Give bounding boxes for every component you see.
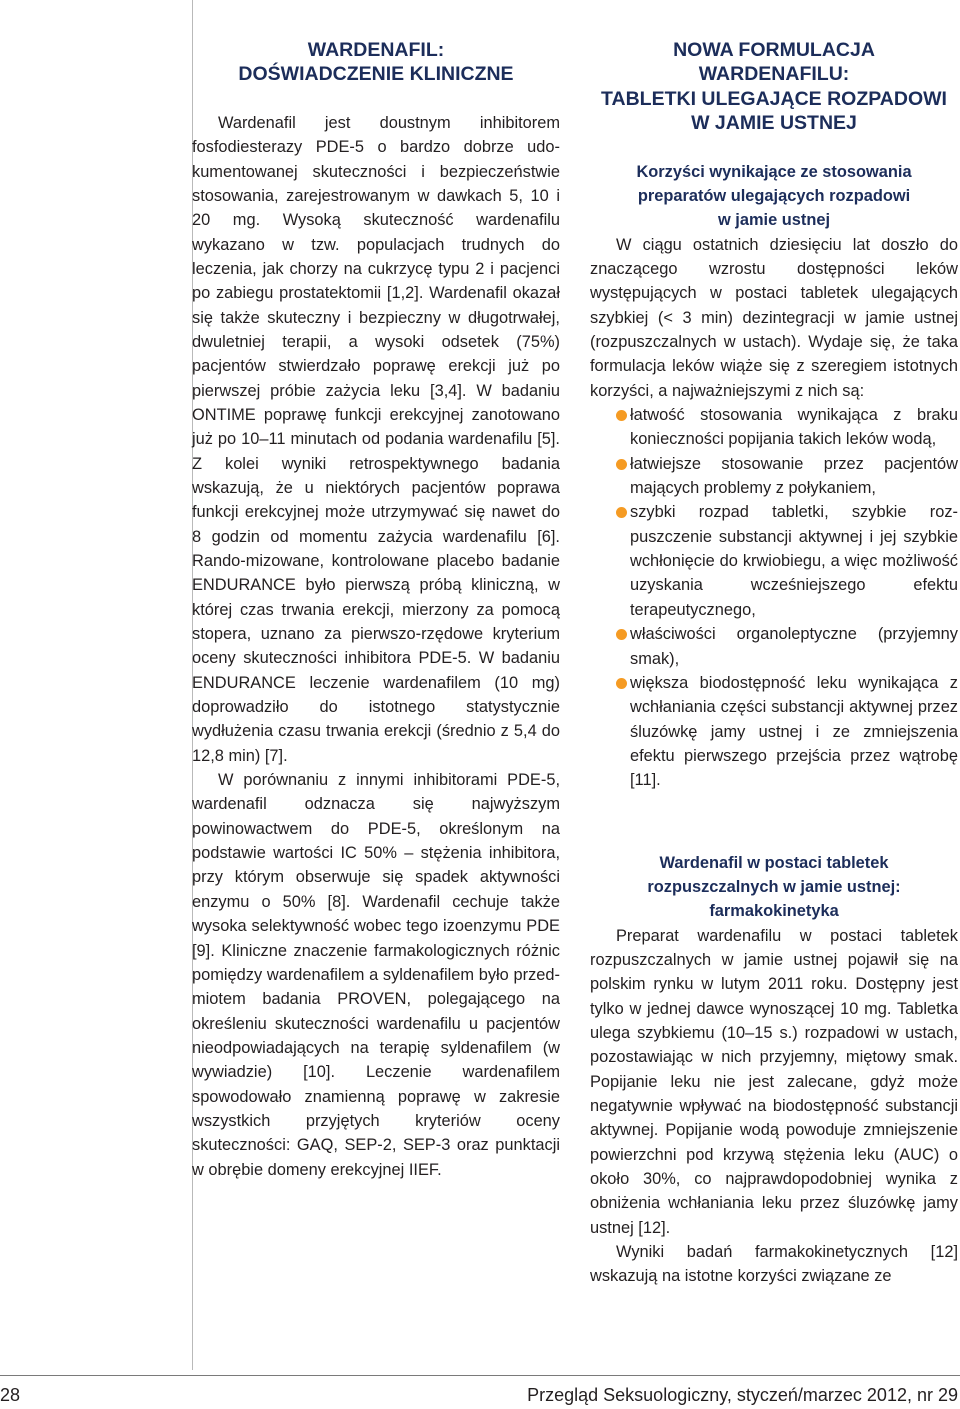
left-paragraph-1: Wardenafil jest doustnym inhibitorem fosfodiesterazy PDE-5 o bardzo dobrze udokumentowanej skuteczności i bezpieczeństwie stosowania, zarejestrowanym w dawkach 5, 10 i 20 mg. Wysoką skuteczność wardenafilu wykazano w tzw. populacjach trudnych do leczenia, jak chorzy na cukrzycę typu 2 i pacjenci po zabiegu prostatektomii [1,2]. Wardenafil okazał się także skuteczny i bezpieczny w długotrwałej, dwuletniej terapii, a wysoki odsetek (75%) pacjentów stwierdzało poprawę erekcji już po pierwszej próbie zażycia leku [3,4]. W badaniu ONTIME poprawę funkcji erekcyjnej zanotowano już po 10–11 minutach od podania wardenafilu [5]. Z kolei wyniki retrospektywnego badania wskazują, że u niektórych pacjentów poprawa funkcji erekcyjnej może utrzymywać się nawet do 8 godzin od momentu zażycia wardenafilu [6]. Rando-mizowane, kontrolowane placebo badanie ENDURANCE było pierwszą próbą kliniczną, w której czas trwania erekcji, mierzony za pomocą stopera, uznano za pierwszo-rzędowe kryterium oceny skuteczności inhibitora PDE-5. W badaniu ENDURANCE leczenie wardenafilem (10 mg) doprowadziło do istotnego statystycznie wydłużenia czasu trwania erekcji (średnio z 5,4 do 12,8 min) [7].: [192, 113, 560, 765]
subheading-line: Korzyści wynikające ze stosowania: [636, 162, 912, 181]
footer-rule: [0, 1375, 960, 1376]
right-subheading-benefits: [590, 160, 958, 233]
list-item: [630, 500, 958, 622]
bullet-dot-icon: [616, 507, 627, 518]
bullet-dot-icon: [616, 459, 627, 470]
bullet-dot-icon: [616, 678, 627, 689]
list-item: [630, 671, 958, 793]
left-paragraph-2: W porównaniu z innymi inhibitorami PDE-5, wardenafil odznacza się najwyższym powinowactwem do PDE-5, określonym na podstawie wartości IC 50% – stężenia inhibitora, przy którym obserwuje się spadek aktywności enzymu o 50% [8]. Wardenafil cechuje także wysoka selektywność wobec tego izoenzymu PDE [9]. Kliniczne znaczenie farmakologicznych różnic pomiędzy wardenafilem a syldenafilem było przedmiotem badania PROVEN, polegającego na określeniu skuteczności wardenafilu u pacjentów nieodpowiadających na terapię syldenafilem (w wywiadzie) [10]. Leczenie wardenafilem spowodowało znamienną poprawę w zakresie wszystkich przyjętych kryteriów oceny skuteczności: GAQ, SEP-2, SEP-3 oraz punktacji w obrębie domeny erekcyjnej IIEF.: [192, 771, 560, 1179]
right-paragraph-2: Preparat wardenafilu w postaci tabletek rozpuszczalnych w jamie ustnej pojawił się na polskim rynku w lutym 2011 roku. Dostępny jest tylko w jednej dawce wynoszącej 10 mg. Tabletka ulega szybkiemu (10–15 s.) rozpadowi w ustach, pozostawiając w nich przyjemny, miętowy smak. Popijanie leku nie jest zalecane, gdyż może negatywnie wpływać na biodostępność substancji aktywnej. Popijanie wodą powoduje zmniejszenie powierzchni pod krzywą stężenia leku (AUC) o około 30%, co najprawdopodobniej wynika z obniżenia wchłaniania leku przez śluzówkę jamy ustnej [12].: [590, 926, 958, 1237]
journal-citation: Przegląd Seksuologiczny, styczeń/marzec 2012, nr 29: [527, 1385, 958, 1405]
subheading-line: rozpuszczalnych w jamie ustnej:: [647, 877, 901, 896]
list-item: [630, 403, 958, 452]
subheading-line: w jamie ustnej: [717, 211, 831, 230]
right-paragraph-3: Wyniki badań farmakokinetycznych [12] wskazują na istotne korzyści związane ze: [590, 1243, 958, 1286]
list-item-text: większa biodostępność leku wynikająca z wchłaniania części substancji aktywnej przez śluzówkę jamy ustnej i ze zmniejszenia efektu pierwszego przejścia przez wątrobę [11].: [630, 673, 958, 790]
list-item-text: łatwiejsze stosowanie przez pacjentów mających problemy z połykaniem,: [630, 454, 958, 498]
list-item-text: szybki rozpad tabletki, szybkie rozpuszczenie substancji aktywnej i jej szybkie wchłonięcie do krwiobiegu, a więc możliwość uzyskania wcześniejszego efektu terapeutycznego,: [630, 503, 958, 619]
list-item-text: łatwość stosowania wynikająca z braku konieczności popijania takich leków wodą,: [630, 406, 958, 449]
right-subheading-pharmacokinetics: [590, 851, 958, 924]
left-heading-line: DOŚWIADCZENIE KLINICZNE: [238, 63, 514, 86]
subheading-line: Wardenafil w postaci tabletek: [659, 853, 889, 872]
left-heading: [192, 38, 560, 87]
right-column: [590, 38, 958, 1289]
bullet-dot-icon: [616, 410, 627, 421]
right-heading-line: NOWA FORMULACJA: [673, 39, 875, 61]
left-column: [192, 38, 560, 1182]
list-item: [630, 452, 958, 501]
subheading-line: preparatów ulegających rozpadowi: [637, 186, 911, 205]
right-heading-line: TABLETKI ULEGAJĄCE ROZPADOWI: [601, 87, 947, 110]
right-heading-line: WARDENAFILU:: [698, 63, 850, 86]
bullet-dot-icon: [616, 629, 627, 640]
subheading-line: farmakokinetyka: [709, 902, 839, 921]
right-heading-line: W JAMIE USTNEJ: [691, 112, 857, 135]
list-item-text: właściwości organoleptyczne (przyjemny smak),: [630, 625, 958, 668]
page-number: 28: [0, 1385, 21, 1405]
right-heading: [590, 38, 958, 136]
list-item: [630, 622, 958, 671]
left-heading-line: WARDENAFIL:: [307, 39, 445, 61]
benefits-list: [590, 403, 958, 793]
right-paragraph-1: W ciągu ostatnich dziesięciu lat doszło do znaczącego wzrostu dostępności leków występujących w postaci tabletek ulegających szybkiej (< 3 min) dezintegracji w jamie ustnej (rozpuszczalnych w ustach). Wydaje się, że taka formulacja leków wiąże się z szeregiem istotnych korzyści, a najważniejszymi z nich są:: [590, 235, 958, 400]
